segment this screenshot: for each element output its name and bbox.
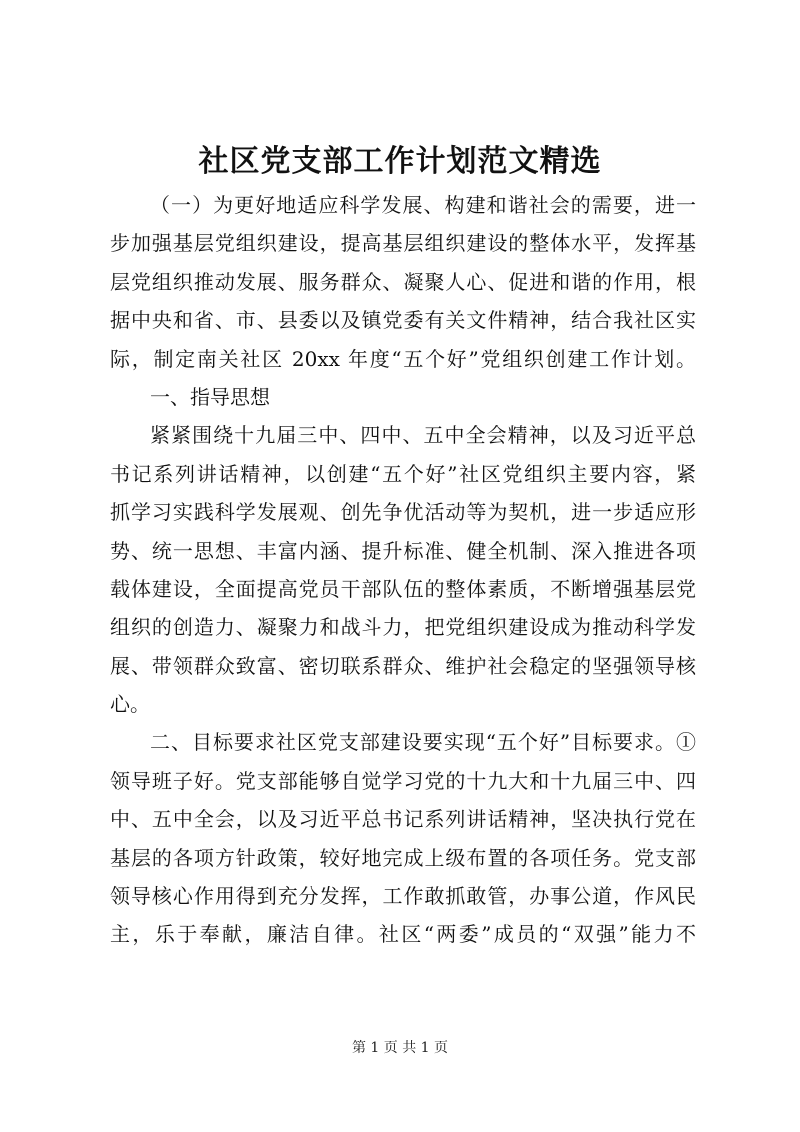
- text-line: 领导核心作用得到充分发挥，工作敢抓敢管，办事公道，作风民: [110, 884, 696, 909]
- text-line: （一）为更好地适应科学发展、构建和谐社会的需要，进一: [150, 193, 696, 217]
- text-line: 书记系列讲话精神，以创建“五个好”社区党组织主要内容，紧: [110, 461, 696, 486]
- text-line: 基层的各项方针政策，较好地完成上级布置的各项任务。党支部: [110, 845, 696, 870]
- text-line: 势、统一思想、丰富内涵、提升标准、健全机制、深入推进各项: [110, 538, 696, 563]
- text-line: 中、五中全会，以及习近平总书记系列讲话精神，坚决执行党在: [110, 807, 696, 832]
- section-heading: 一、指导思想: [150, 384, 270, 409]
- text-line: 领导班子好。党支部能够自觉学习党的十九大和十九届三中、四: [110, 768, 696, 793]
- page-footer: 第 1 页 共 1 页: [351, 1040, 449, 1056]
- text-line: 步加强基层党组织建设，提高基层组织建设的整体水平，发挥基: [110, 231, 696, 256]
- document-title: 社区党支部工作计划范文精选: [198, 144, 602, 179]
- text-line: 层党组织推动发展、服务群众、凝聚人心、促进和谐的作用，根: [110, 269, 696, 294]
- text-line: 展、带领群众致富、密切联系群众、维护社会稳定的坚强领导核: [110, 653, 696, 678]
- text-line: 据中央和省、市、县委以及镇党委有关文件精神，结合我社区实: [110, 308, 696, 333]
- text-line: 心。: [110, 692, 150, 717]
- text-line: 抓学习实践科学发展观、创先争优活动等为契机，进一步适应形: [110, 500, 696, 525]
- text-line: 载体建设，全面提高党员干部队伍的整体素质，不断增强基层党: [110, 576, 696, 601]
- text-line: 主，乐于奉献，廉洁自律。社区“两委”成员的“双强”能力不: [110, 922, 696, 947]
- text-line: 际，制定南关社区 20xx 年度“五个好”党组织创建工作计划。: [110, 346, 696, 371]
- text-line: 紧紧围绕十九届三中、四中、五中全会精神，以及习近平总: [150, 423, 696, 448]
- text-line: 组织的创造力、凝聚力和战斗力，把党组织建设成为推动科学发: [110, 615, 696, 640]
- text-line: 二、目标要求社区党支部建设要实现“五个好”目标要求。①: [150, 730, 696, 755]
- document-body: [110, 186, 696, 954]
